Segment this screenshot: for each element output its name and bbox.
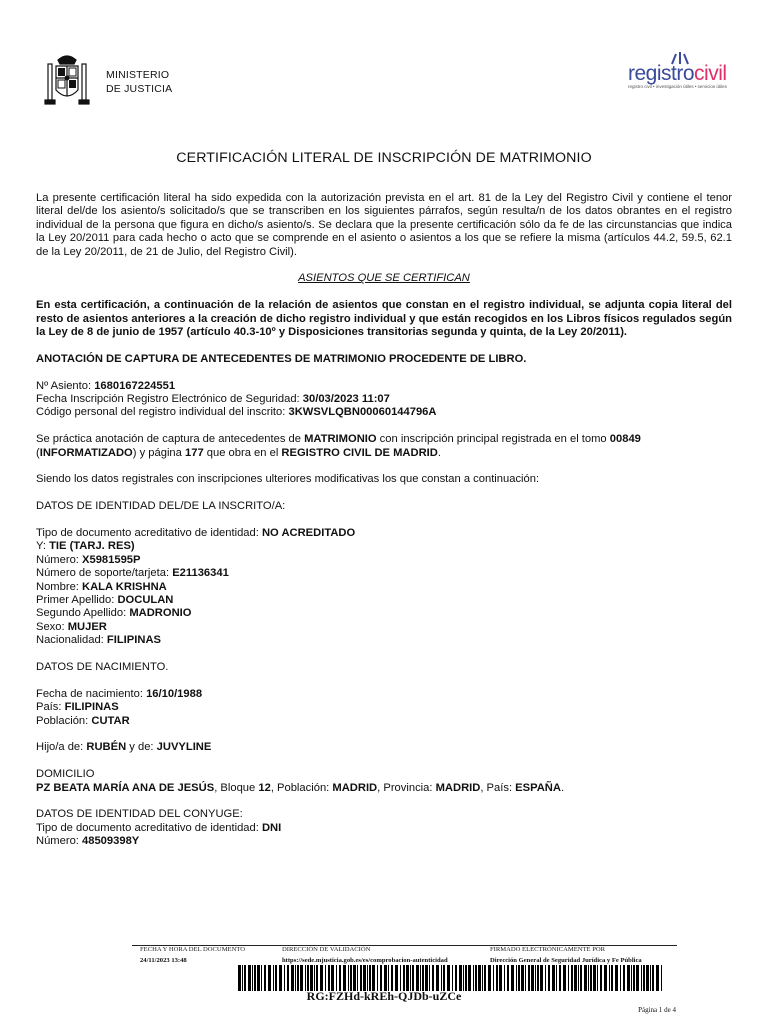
nacimiento-row [36, 715, 732, 728]
barcode-bar [244, 965, 246, 991]
identidad-heading: DATOS DE IDENTIDAD DEL/DE LA INSCRITO/A: [36, 500, 286, 513]
barcode-bar [353, 965, 356, 991]
barcode-bar [535, 965, 536, 991]
barcode-bar [261, 965, 262, 991]
document-title: CERTIFICACIÓN LITERAL DE INSCRIPCIÓN DE MATRIMONIO [176, 150, 592, 166]
domicilio-row [36, 782, 732, 795]
conyuge-row [36, 822, 732, 835]
barcode-bar [420, 965, 421, 991]
verification-code: RG:FZHd-kREh-QJDb-uZCe [306, 989, 462, 1003]
field-label: Nacionalidad: [36, 634, 107, 647]
footer-fecha-value: 24/11/2023 13:48 [140, 957, 187, 964]
barcode-bar [310, 965, 313, 991]
barcode-bar [369, 965, 371, 991]
barcode-bar [646, 965, 649, 991]
field-label: , Población: [270, 781, 333, 794]
field-value: 12 [258, 781, 271, 794]
field-value: CUTAR [91, 714, 130, 727]
field-value: 48509398Y [82, 835, 140, 848]
barcode-bar [291, 965, 294, 991]
barcode-bar [609, 965, 610, 991]
field-value: FILIPINAS [64, 701, 119, 714]
barcode-bar [563, 965, 566, 991]
field-label: Fecha de nacimiento: [36, 687, 147, 700]
asiento-number-value: 1680167224551 [94, 379, 176, 392]
field-label: Nombre: [36, 580, 83, 593]
field-value: TIE (TARJ. RES) [49, 540, 135, 553]
field-value: FILIPINAS [106, 634, 161, 647]
barcode-bar [287, 965, 289, 991]
barcode-bar [357, 965, 358, 991]
anotacion-heading-text: ANOTACIÓN DE CAPTURA DE ANTECEDENTES DE MATRIMONIO PROCEDENTE DE LIBRO. [36, 352, 527, 365]
barcode-bar [242, 965, 243, 991]
footer-dir-head: DIRECCIÓN DE VALIDACIÓN [282, 946, 371, 953]
barcode-bar [348, 965, 349, 991]
ministry-header [40, 52, 172, 112]
asientos-note [36, 299, 732, 339]
asiento-codigo-value: 3KWSVLQBN00060144796A [288, 406, 437, 419]
barcode-bar [623, 965, 625, 991]
field-value: ESPAÑA [515, 781, 561, 794]
barcode-bar [493, 965, 494, 991]
barcode-bar [447, 965, 450, 991]
barcode-bar [254, 965, 256, 991]
barcode-bar [559, 965, 561, 991]
asiento-codigo [36, 406, 732, 419]
field-label: Segundo Apellido: [36, 607, 130, 620]
footer-firma-head: FIRMADO ELECTRÓNICAMENTE POR [490, 946, 606, 953]
document-body [36, 192, 732, 849]
barcode-bar [252, 965, 253, 991]
barcode-bar [604, 965, 607, 991]
barcode-bar [328, 965, 330, 991]
asientos-heading [36, 272, 732, 285]
barcode-bar [597, 965, 598, 991]
practica-text: con inscripción principal registrada en el tomo [376, 433, 610, 446]
barcode-bar [360, 965, 362, 991]
asiento-fecha-label: Fecha Inscripción Registro Electrónico de Seguridad: [36, 393, 303, 406]
coat-of-arms-icon [40, 52, 94, 112]
barcode-bar [478, 965, 481, 991]
ministry-line-2: DE JUSTICIA [106, 83, 173, 95]
conyuge-heading: DATOS DE IDENTIDAD DEL CONYUGE: [36, 808, 243, 821]
field-label: , Bloque [214, 781, 259, 794]
barcode-bar [465, 965, 467, 991]
barcode-bar [521, 965, 524, 991]
rc-subtitle: registro civil • investigación útiles • servicios útiles [628, 84, 727, 89]
barcode-bar [429, 965, 430, 991]
barcode-bar [406, 965, 409, 991]
asiento-number [36, 380, 732, 393]
barcode-bar [661, 965, 662, 991]
barcode-bar [652, 965, 654, 991]
barcode-bar [307, 965, 309, 991]
barcode-bar [416, 965, 419, 991]
field-label: y de: [126, 741, 157, 754]
field-value: NO ACREDITADO [261, 527, 356, 540]
field-value: RUBÉN [86, 741, 127, 754]
barcode-bar [488, 965, 491, 991]
barcode-bar [403, 965, 405, 991]
barcode-bar [238, 965, 241, 991]
field-label: Número de soporte/tarjeta: [36, 567, 173, 580]
barcode-bar [425, 965, 428, 991]
barcode-bar [284, 965, 285, 991]
practica-text: . [437, 446, 441, 459]
nacimiento-row [36, 688, 732, 701]
barcode-bar [482, 965, 483, 991]
barcode-bar [516, 965, 517, 991]
barcode-bar [350, 965, 352, 991]
barcode [238, 965, 664, 991]
nacimiento-row [36, 701, 732, 714]
barcode-bar [300, 965, 303, 991]
barcode-bar [484, 965, 486, 991]
barcode-bar [455, 965, 457, 991]
barcode-bar [295, 965, 296, 991]
barcode-bar [537, 965, 539, 991]
barcode-bar [620, 965, 621, 991]
field-label: Número: [36, 553, 83, 566]
barcode-bar [343, 965, 346, 991]
barcode-bar [377, 965, 378, 991]
barcode-bar [257, 965, 260, 991]
identidad-row [36, 621, 732, 634]
identidad-row [36, 594, 732, 607]
footer-firma-value: Dirección General de Seguridad Jurídica y Fe Pública [490, 957, 642, 964]
practica-text: Se práctica anotación de captura de antecedentes de [36, 433, 305, 446]
practica-text: que obra en el [203, 446, 282, 459]
field-label: Número: [36, 835, 83, 848]
practica-line-2 [36, 447, 732, 460]
barcode-bar [518, 965, 520, 991]
barcode-bar [548, 965, 550, 991]
barcode-bar [631, 965, 632, 991]
field-value: DNI [261, 821, 282, 834]
domicilio-heading: DOMICILIO [36, 768, 95, 781]
identidad-row [36, 527, 732, 540]
practica-line-1 [36, 433, 732, 446]
barcode-bar [511, 965, 514, 991]
barcode-bar [568, 965, 569, 991]
barcode-bar [499, 965, 502, 991]
practica-bold: 00849 [609, 433, 641, 446]
barcode-bar [384, 965, 387, 991]
field-label: , País: [480, 781, 516, 794]
barcode-bar [574, 965, 577, 991]
field-label: Tipo de documento acreditativo de identidad: [36, 821, 262, 834]
barcode-bar [504, 965, 505, 991]
footer-dir-value[interactable]: https://sede.mjusticia.gob.es/es/comprobacion-autenticidad [282, 957, 448, 964]
barcode-bar [331, 965, 334, 991]
barcode-bar [627, 965, 630, 991]
field-value: PZ BEATA MARÍA ANA DE JESÚS [36, 781, 215, 794]
registro-civil-logo [628, 62, 744, 89]
barcode-bar [463, 965, 464, 991]
asiento-fecha [36, 393, 732, 406]
identidad-row [36, 554, 732, 567]
barcode-bar [641, 965, 642, 991]
field-value: KALA KRISHNA [82, 580, 167, 593]
barcode-bar [279, 965, 282, 991]
barcode-bar [507, 965, 509, 991]
practica-bold: MATRIMONIO [304, 433, 377, 446]
practica-bold: REGISTRO CIVIL DE MADRID [281, 446, 438, 459]
practica-bold: INFORMATIZADO [39, 446, 133, 459]
barcode-bar [636, 965, 639, 991]
nacimiento-heading: DATOS DE NACIMIENTO. [36, 661, 169, 674]
identidad-row [36, 567, 732, 580]
barcode-bar [339, 965, 341, 991]
field-label: , Provincia: [377, 781, 436, 794]
page-number: Página 1 de 4 [638, 1006, 676, 1014]
rc-wordmark-1: registro [628, 62, 695, 85]
barcode-bar [443, 965, 445, 991]
barcode-bar [325, 965, 326, 991]
barcode-bar [584, 965, 587, 991]
barcode-bar [363, 965, 366, 991]
barcode-bar [316, 965, 318, 991]
barcode-bar [633, 965, 635, 991]
barcode-bar [400, 965, 401, 991]
barcode-bar [459, 965, 462, 991]
barcode-bar [540, 965, 543, 991]
asiento-codigo-label: Código personal del registro individual del inscrito: [36, 406, 289, 419]
field-value: E21136341 [172, 567, 229, 580]
barcode-bar [436, 965, 439, 991]
rc-wordmark-2: civil [694, 62, 727, 85]
asientos-heading-text: ASIENTOS QUE SE CERTIFICAN [298, 272, 470, 285]
barcode-bar [432, 965, 434, 991]
footer-fecha-head: FECHA Y HORA DEL DOCUMENTO [140, 946, 246, 953]
field-label: . [560, 781, 565, 794]
barcode-bar [615, 965, 618, 991]
barcode-bar [367, 965, 368, 991]
barcode-bar [320, 965, 323, 991]
identidad-row [36, 607, 732, 620]
barcode-bar [556, 965, 557, 991]
field-value: MUJER [67, 620, 107, 633]
barcode-bar [531, 965, 534, 991]
field-label: País: [36, 701, 65, 714]
barcode-bar [248, 965, 251, 991]
barcode-bar [264, 965, 266, 991]
field-label: Tipo de documento acreditativo de identidad: [36, 527, 262, 540]
field-value: MADRONIO [129, 607, 192, 620]
barcode-bar [545, 965, 546, 991]
field-value: X5981595P [82, 553, 141, 566]
barcode-bar [305, 965, 306, 991]
practica-text: ( [36, 446, 40, 459]
barcode-bar [656, 965, 659, 991]
hijo-de-row [36, 741, 732, 754]
barcode-bar [452, 965, 453, 991]
barcode-bar [372, 965, 375, 991]
barcode-bar [268, 965, 271, 991]
barcode-bar [391, 965, 393, 991]
barcode-bar [552, 965, 555, 991]
barcode-bar [588, 965, 589, 991]
barcode-bar [275, 965, 277, 991]
field-value: 16/10/1988 [146, 687, 203, 700]
barcode-bar [395, 965, 398, 991]
field-label: Hijo/a de: [36, 741, 87, 754]
barcode-bar [496, 965, 498, 991]
barcode-bar [388, 965, 389, 991]
barcode-bar [600, 965, 602, 991]
asientos-note-text: En esta certificación, a continuación de la relación de asientos que constan en el registro individual, se adjunta copia literal del resto de asientos anteriores a la creación de dicho registro individual y que están recogidos en los Libros físicos regulados según la Ley de 8 de junio de 1957 (artículo 40.3-10º y Disposiciones transitorias segunda y quinta, de la Ley 20/2011). [36, 299, 732, 339]
registro-civil-emblem-icon [668, 52, 692, 66]
barcode-bar [590, 965, 592, 991]
barcode-bar [525, 965, 526, 991]
practica-text: ) y página [132, 446, 185, 459]
barcode-bar [422, 965, 424, 991]
practica-bold: 177 [185, 446, 204, 459]
identidad-row [36, 581, 732, 594]
barcode-bar [593, 965, 596, 991]
field-value: JUVYLINE [156, 741, 212, 754]
ministry-name [106, 68, 172, 96]
barcode-bar [475, 965, 477, 991]
siendo-paragraph: Siendo los datos registrales con inscripciones ulteriores modificativas los que constan a continuación: [36, 473, 540, 486]
barcode-bar [410, 965, 411, 991]
intro-paragraph: La presente certificación literal ha sido expedida con la autorización prevista en el art. 81 de la Ley del Registro Civil y contiene el tenor literal del/de los asiento/s solicitado/s que se transcriben en los siguientes párrafos, según resulta/n de los datos obrantes en el registro individual de la persona que figura en dicho/s asiento/s. Se declara que la presente certificación sólo da fe de las circunstancias que indica la Ley 20/2011 para cada hecho o acto que se comprende en el asiento o asientos a los que se refiere la misma (artículos 44.2, 59.5, 62.1 de la Ley 20/2011, de 21 de Julio, del Registro Civil). [36, 192, 732, 258]
barcode-bar [273, 965, 274, 991]
barcode-bar [314, 965, 315, 991]
ministry-line-1: MINISTERIO [106, 69, 170, 81]
field-label: Primer Apellido: [36, 594, 118, 607]
barcode-bar [643, 965, 645, 991]
identidad-row [36, 540, 732, 553]
asiento-number-label: Nº Asiento: [36, 379, 95, 392]
barcode-bar [412, 965, 414, 991]
barcode-bar [578, 965, 579, 991]
anotacion-heading [36, 353, 732, 366]
barcode-bar [473, 965, 474, 991]
barcode-bar [468, 965, 471, 991]
barcode-bar [380, 965, 382, 991]
field-label: Y: [36, 540, 50, 553]
barcode-bar [650, 965, 651, 991]
conyuge-row [36, 835, 732, 848]
barcode-bar [571, 965, 573, 991]
barcode-bar [297, 965, 299, 991]
field-label: Sexo: [36, 620, 68, 633]
identidad-row [36, 634, 732, 647]
asiento-fecha-value: 30/03/2023 11:07 [302, 393, 390, 406]
barcode-bar [441, 965, 442, 991]
barcode-bar [580, 965, 582, 991]
field-value: MADRID [435, 781, 481, 794]
field-label: Población: [36, 714, 92, 727]
field-value: MADRID [332, 781, 378, 794]
barcode-bar [528, 965, 530, 991]
barcode-bar [611, 965, 613, 991]
field-value: DOCULAN [117, 594, 174, 607]
barcode-bar [336, 965, 337, 991]
